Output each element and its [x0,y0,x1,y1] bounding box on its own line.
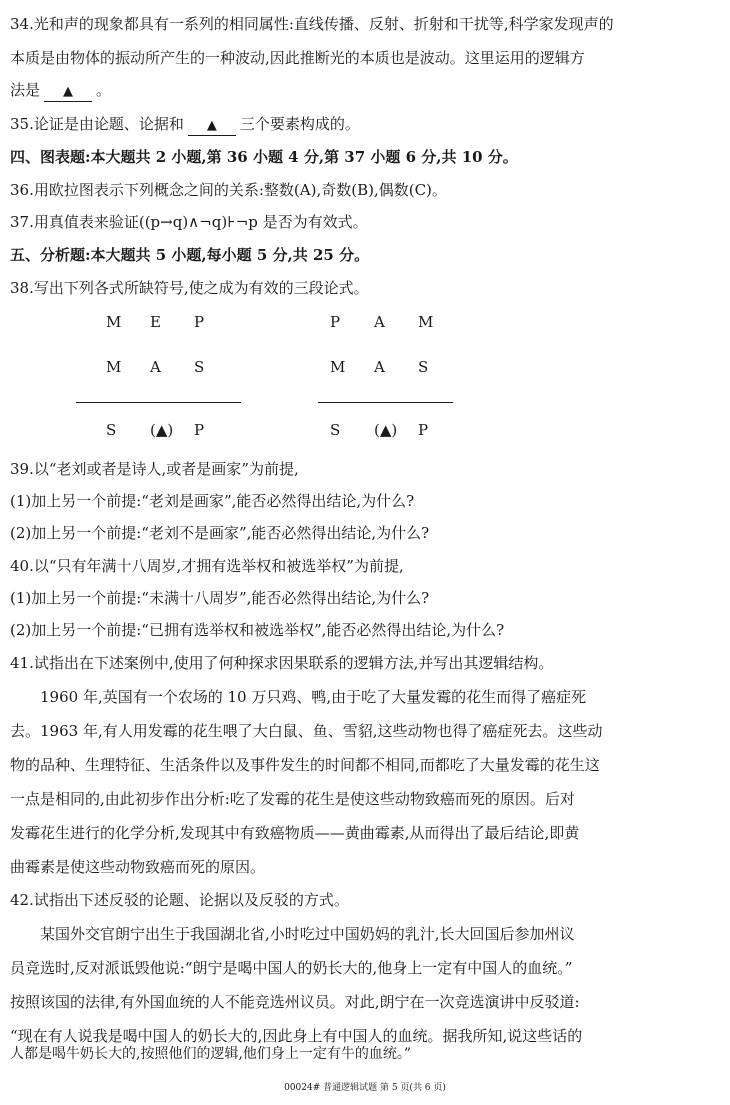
page-footer: 00024# 普通逻辑试题 第 5 页(共 6 页) [284,1083,446,1093]
q42-case-line: “现在有人说我是喝中国人的奶长大的,因此身上有中国人的血统。据我所知,说这些话的 [10,1027,583,1045]
q42-stem: 42.试指出下述反驳的论题、论据以及反驳的方式。 [10,891,349,909]
section-4-heading: 四、图表题:本大题共 2 小题,第 36 小题 4 分,第 37 小题 6 分,共 10 分。 [10,148,518,166]
syllogism-term: P [194,421,205,439]
q34-end: 。 [96,81,112,99]
q41-case-line: 1960 年,英国有一个农场的 10 万只鸡、鸭,由于吃了大量发霉的花生而得了癌症死 [40,688,587,706]
q35-text-end: 三个要素构成的。 [239,115,360,133]
q42-case-line: 人都是喝牛奶长大的,按照他们的逻辑,他们身上一定有牛的血统。” [10,1046,412,1062]
q39-sub-1: (1)加上另一个前提:“老刘是画家”,能否必然得出结论,为什么? [10,492,415,510]
syllogism-right-rule [318,402,453,403]
q40-sub-2: (2)加上另一个前提:“已拥有选举权和被选举权”,能否必然得出结论,为什么? [10,621,505,639]
syllogism-term: S [106,421,117,439]
q39-sub-2: (2)加上另一个前提:“老刘不是画家”,能否必然得出结论,为什么? [10,524,430,542]
syllogism-term: P [418,421,429,439]
q41-case-line: 曲霉素是使这些动物致癌而死的原因。 [10,858,266,876]
answer-blank: ▲ [188,117,236,136]
syllogism-left-minor [106,357,238,377]
q42-case-line: 某国外交官朗宁出生于我国湖北省,小时吃过中国奶妈的乳汁,长大回国后参加州议 [40,925,575,943]
syllogism-left-conclusion [106,420,238,440]
q34-line-3 [10,79,111,102]
syllogism-term: P [194,313,205,331]
syllogism-term: P [330,313,341,331]
answer-blank: ▲ [44,83,92,102]
syllogism-term: S [194,358,205,376]
syllogism-term: E [150,313,161,331]
syllogism-term: M [418,313,434,331]
q40-stem: 40.以“只有年满十八周岁,才拥有选举权和被选举权”为前提, [10,557,404,575]
syllogism-term: M [330,358,346,376]
syllogism-term: (▲) [150,421,174,439]
q42-case-line: 按照该国的法律,有外国血统的人不能竞选州议员。对此,朗宁在一次竞选演讲中反驳道: [10,993,580,1011]
q39-stem: 39.以“老刘或者是诗人,或者是画家”为前提, [10,460,299,478]
q40-sub-1: (1)加上另一个前提:“未满十八周岁”,能否必然得出结论,为什么? [10,589,430,607]
q35-text: 35.论证是由论题、论据和 [10,115,184,133]
syllogism-term: A [374,313,385,331]
q42-case-line: 员竞选时,反对派诋毁他说:“朗宁是喝中国人的奶长大的,他身上一定有中国人的血统。” [10,959,573,977]
q37: 37.用真值表来验证((p→q)∧¬q)⊦¬p 是否为有效式。 [10,213,368,231]
section-5-heading: 五、分析题:本大题共 5 小题,每小题 5 分,共 25 分。 [10,246,370,264]
q36: 36.用欧拉图表示下列概念之间的关系:整数(A),奇数(B),偶数(C)。 [10,181,447,199]
syllogism-right-major [330,312,462,332]
q41-case-line: 去。1963 年,有人用发霉的花生喂了大白鼠、鱼、雪貂,这些动物也得了癌症死去。这些动 [10,722,603,740]
syllogism-term: S [330,421,341,439]
syllogism-left-major [106,312,238,332]
q34-text: 法是 [10,81,41,99]
syllogism-right-minor [330,357,462,377]
q35 [10,113,360,136]
syllogism-term: A [150,358,161,376]
syllogism-term: A [374,358,385,376]
syllogism-left-rule [76,402,241,403]
syllogism-right-conclusion [330,420,462,440]
syllogism-term: M [106,358,122,376]
q41-case-line: 物的品种、生理特征、生活条件以及事件发生的时间都不相同,而都吃了大量发霉的花生这 [10,756,600,774]
syllogism-term: S [418,358,429,376]
syllogism-term: M [106,313,122,331]
q41-stem: 41.试指出在下述案例中,使用了何种探求因果联系的逻辑方法,并写出其逻辑结构。 [10,654,554,672]
q34-line-1: 34.光和声的现象都具有一系列的相同属性:直线传播、反射、折射和干扰等,科学家发现声的 [10,15,614,33]
q34-line-2: 本质是由物体的振动所产生的一种波动,因此推断光的本质也是波动。这里运用的逻辑方 [10,49,585,67]
syllogism-term: (▲) [374,421,398,439]
q38: 38.写出下列各式所缺符号,使之成为有效的三段论式。 [10,279,369,297]
q41-case-line: 一点是相同的,由此初步作出分析:吃了发霉的花生是使这些动物致癌而死的原因。后对 [10,790,575,808]
q41-case-line: 发霉花生进行的化学分析,发现其中有致癌物质——黄曲霉素,从而得出了最后结论,即黄 [10,824,580,842]
